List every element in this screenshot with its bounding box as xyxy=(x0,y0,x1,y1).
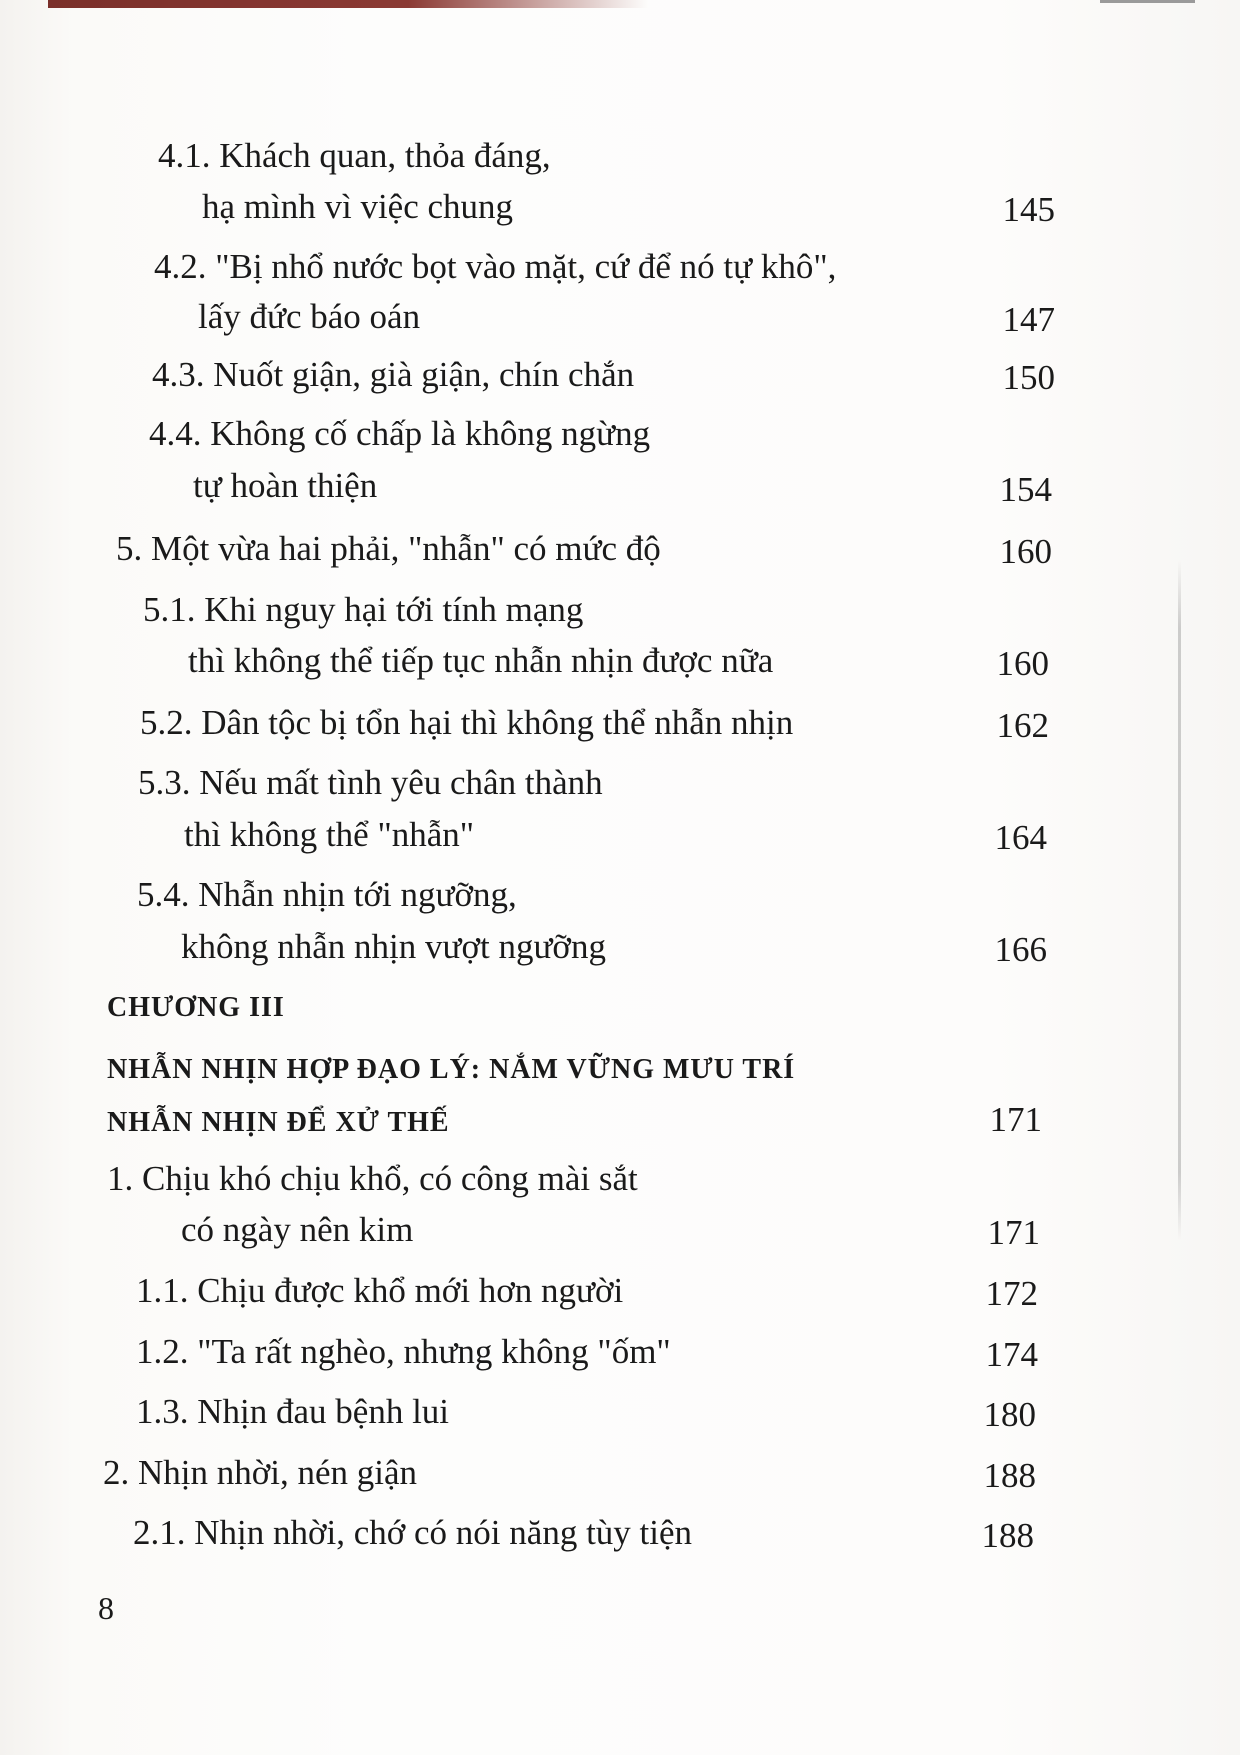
toc-section-text: 5. Một vừa hai phải, "nhẫn" có mức độ xyxy=(116,529,661,568)
toc-entry-text: thì không thể "nhẫn" xyxy=(184,815,475,854)
toc-entry-text: hạ mình vì việc chung xyxy=(202,187,514,226)
toc-page-number: 188 xyxy=(981,1516,1034,1555)
toc-entry-text: 5.2. Dân tộc bị tổn hại thì không thể nhẫn nhịn xyxy=(140,703,794,742)
toc-entry-text: 5.1. Khi nguy hại tới tính mạng xyxy=(143,590,584,629)
toc-page-number: 154 xyxy=(999,470,1052,509)
toc-entry-text: 4.1. Khách quan, thỏa đáng, xyxy=(158,136,551,175)
toc-entry-text: không nhẫn nhịn vượt ngưỡng xyxy=(181,927,606,966)
toc-entry-text: 1.3. Nhịn đau bệnh lui xyxy=(136,1392,450,1431)
toc-page-number: 180 xyxy=(983,1395,1036,1434)
toc-page-number: 166 xyxy=(994,930,1047,969)
toc-entry-text: 1.2. "Ta rất nghèo, nhưng không "ốm" xyxy=(136,1332,671,1371)
toc-page-number: 160 xyxy=(996,644,1049,683)
toc-section-text: 1. Chịu khó chịu khổ, có công mài sắt xyxy=(107,1159,638,1198)
toc-page-number: 188 xyxy=(983,1456,1036,1495)
toc-entry-text: tự hoàn thiện xyxy=(193,466,378,505)
toc-section-text: 2. Nhịn nhời, nén giận xyxy=(103,1453,418,1492)
toc-page-number: 171 xyxy=(989,1100,1042,1139)
toc-page-number: 162 xyxy=(996,706,1049,745)
page-number-footer: 8 xyxy=(98,1590,114,1626)
toc-page-number: 160 xyxy=(999,532,1052,571)
toc-entry-text: 4.3. Nuốt giận, già giận, chín chắn xyxy=(152,355,635,394)
toc-page-number: 145 xyxy=(1002,190,1055,229)
toc-section-text: có ngày nên kim xyxy=(181,1210,414,1249)
toc-page-number: 164 xyxy=(994,818,1047,857)
chapter-title: NHẪN NHỊN HỢP ĐẠO LÝ: NẮM VỮNG MƯU TRÍ xyxy=(107,1054,796,1085)
toc-page-number: 172 xyxy=(985,1274,1038,1313)
toc-entry-text: lấy đức báo oán xyxy=(198,297,421,336)
toc-entry-text: 5.4. Nhẫn nhịn tới ngưỡng, xyxy=(137,875,517,914)
toc-entry-text: 4.4. Không cố chấp là không ngừng xyxy=(149,414,651,453)
toc-page-number: 147 xyxy=(1002,300,1055,339)
chapter-label: CHƯƠNG III xyxy=(107,992,285,1023)
toc-page-number: 174 xyxy=(985,1335,1038,1374)
toc-entry-text: 2.1. Nhịn nhời, chớ có nói năng tùy tiện xyxy=(133,1513,693,1552)
toc-entry-text: thì không thể tiếp tục nhẫn nhịn được nữa xyxy=(188,641,774,680)
toc-page-number: 171 xyxy=(987,1213,1040,1252)
toc-entry-text: 5.3. Nếu mất tình yêu chân thành xyxy=(138,763,603,802)
chapter-title: NHẪN NHỊN ĐỂ XỬ THẾ xyxy=(107,1107,450,1138)
toc-entry-text: 1.1. Chịu được khổ mới hơn người xyxy=(136,1271,624,1310)
toc-page-number: 150 xyxy=(1002,358,1055,397)
toc-entry-text: 4.2. "Bị nhổ nước bọt vào mặt, cứ để nó tự khô", xyxy=(154,247,837,286)
